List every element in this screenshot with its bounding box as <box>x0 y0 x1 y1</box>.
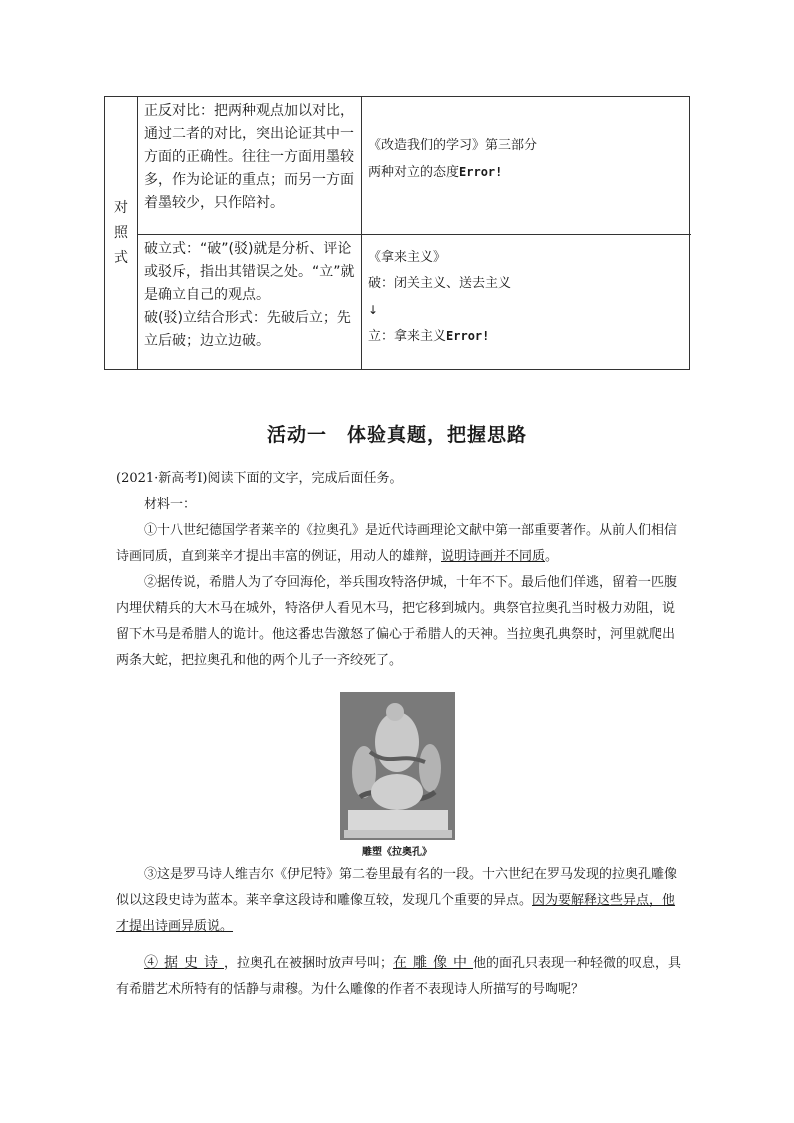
example-cell <box>362 97 691 234</box>
method-text: 破立式：“破”(驳)就是分析、评论或驳斥，指出其错误之处。“立”就是确立自己的观点。 <box>144 241 355 303</box>
paragraph-text: 。 <box>545 549 559 564</box>
error-text: Error! <box>446 329 490 343</box>
statue-illustration <box>340 692 455 840</box>
image-caption: 雕塑《拉奥孔》 <box>362 847 432 858</box>
paragraph-text: ，拉奥孔在被捆时放声号叫； <box>224 956 394 971</box>
method-cell: 正反对比：把两种观点加以对比，通过二者的对比，突出论证其中一方面的正确性。往往一方面用墨较多，作为论证的重点；而另一方面着墨较少，只作陪衬。 <box>138 97 362 234</box>
category-cell <box>105 97 138 369</box>
underlined-text: 因为要解释这些异点，他才提出诗画异质说。 <box>116 893 676 934</box>
underlined-text: ④据史诗 <box>144 955 224 971</box>
underlined-text: 说明诗画并不同质 <box>441 549 546 564</box>
section-title: 活动一 体验真题，把握思路 <box>266 424 527 446</box>
paragraph-text: 他的面孔只表现一种轻微的叹息，具有希腊艺术所特有的恬静与肃穆。为什么雕像的作者不表现诗人所描写的号啕呢？ <box>116 956 682 997</box>
paragraph-text: ①十八世纪德国学者莱辛的《拉奥孔》是近代诗画理论文献中第一部重要著作。从前人们相信诗画同质，直到莱辛才提出丰富的例证，用动人的雄辩， <box>116 523 678 564</box>
example-title: 《拿来主义》 <box>368 250 447 265</box>
category-char: 照 <box>114 224 128 241</box>
passage-bottom <box>116 862 682 1003</box>
example-li: 立：拿来主义 <box>368 329 447 344</box>
method-cell <box>138 235 362 370</box>
intro-text: (2021·新高考Ⅰ)阅读下面的文字，完成后面任务。 <box>116 471 403 486</box>
error-text: Error! <box>459 165 503 179</box>
down-arrow-icon: ↓ <box>368 303 379 317</box>
passage-top <box>116 466 682 674</box>
outline-table <box>104 96 690 370</box>
category-char: 式 <box>114 249 128 266</box>
method-text: 破(驳)立结合形式：先破后立；先立后破；边立边破。 <box>144 310 351 349</box>
table-row <box>138 97 691 235</box>
underlined-text: 在雕像中 <box>393 955 474 971</box>
paragraph-3 <box>116 862 682 940</box>
category-char: 对 <box>114 199 128 216</box>
table-row <box>138 235 691 370</box>
example-cell <box>362 235 691 370</box>
paragraph-1 <box>116 518 682 570</box>
paragraph-text: ③这是罗马诗人维吉尔《伊尼特》第二卷里最有名的一段。十六世纪在罗马发现的拉奥孔雕像似以这段史诗为蓝本。莱辛拿这段诗和雕像互较，发现几个重要的异点。 <box>116 867 678 908</box>
material-label: 材料一： <box>144 497 197 512</box>
paragraph-2: ②据传说，希腊人为了夺回海伦，举兵围攻特洛伊城，十年不下。最后他们佯逃，留着一匹腹内埋伏精兵的大木马在城外，特洛伊人看见木马，把它移到城内。典祭官拉奥孔当时极力劝阻，说留下木马是希腊人的诡计。他这番忠告激怒了偏心于希腊人的天神。当拉奥孔典祭时，河里就爬出两条大蛇，把拉奥孔和他的两个儿子一齐绞死了。 <box>116 575 678 668</box>
paragraph-4 <box>116 950 682 1003</box>
example-line: 《改造我们的学习》第三部分 <box>368 138 538 153</box>
laocoon-statue-image <box>340 692 455 840</box>
example-line: 两种对立的态度 <box>368 165 460 180</box>
example-po: 破：闭关主义、送去主义 <box>368 276 512 291</box>
